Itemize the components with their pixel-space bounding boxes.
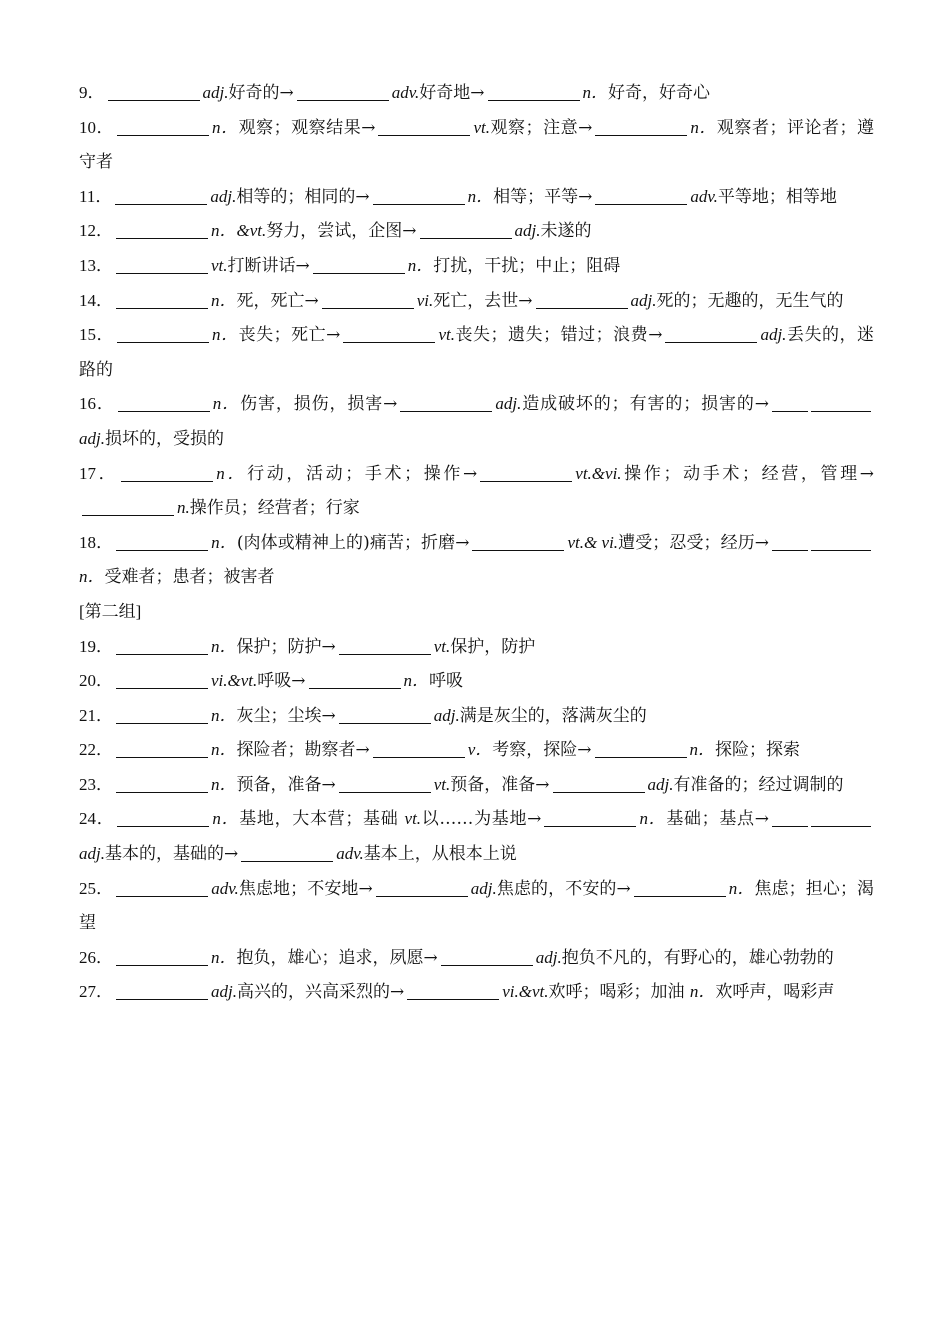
item-number: 24． [79, 809, 115, 829]
definition: 基本的，基础的→ [104, 844, 239, 865]
definition: 丧失；死亡→ [238, 325, 341, 346]
part-of-speech: adj. [495, 394, 522, 414]
definition: 死，死亡→ [236, 290, 319, 311]
definition: 探险；探索 [715, 740, 801, 761]
answer-blank[interactable] [544, 808, 636, 827]
part-of-speech: n． [211, 532, 237, 552]
definition: 抱负，雄心；追求，夙愿→ [236, 947, 438, 968]
answer-blank[interactable] [297, 82, 389, 101]
vocabulary-exercise [79, 76, 874, 1010]
answer-blank[interactable] [665, 324, 757, 343]
group-header: [第二组] [79, 601, 142, 621]
part-of-speech: vi.&vt. [502, 982, 549, 1002]
answer-blank[interactable] [553, 774, 645, 793]
definition: 焦虑的，不安的→ [496, 878, 631, 899]
part-of-speech: n．&vt. [211, 221, 267, 241]
definition: 考察，探险→ [492, 740, 592, 761]
definition: 好奇地→ [419, 83, 485, 103]
part-of-speech: n． [728, 878, 755, 898]
definition: 丧失；遗失；错过；浪费→ [454, 325, 663, 346]
answer-blank[interactable] [488, 82, 580, 101]
answer-blank[interactable] [116, 705, 208, 724]
part-of-speech: adj. [760, 325, 787, 345]
answer-blank[interactable] [116, 739, 208, 758]
answer-blank[interactable] [115, 186, 207, 205]
answer-blank[interactable] [117, 808, 209, 827]
item-14 [79, 284, 874, 319]
part-of-speech: v． [467, 740, 493, 760]
item-number: 22． [79, 740, 113, 760]
part-of-speech: vt. [433, 636, 451, 656]
item-22 [79, 733, 874, 768]
part-of-speech: n． [212, 325, 239, 345]
item-number: 18． [79, 532, 114, 552]
answer-blank[interactable] [82, 497, 174, 516]
part-of-speech: n． [212, 394, 241, 414]
definition: 观察；注意→ [490, 117, 593, 138]
definition: 未遂的 [540, 221, 592, 242]
answer-blank[interactable] [536, 290, 628, 309]
part-of-speech: adj. [630, 290, 657, 310]
answer-blank[interactable] [339, 636, 431, 655]
definition: 抱负不凡的，有野心的，雄心勃勃的 [561, 947, 834, 968]
item-number: 27． [79, 982, 113, 1002]
item-number: 13． [79, 255, 113, 275]
definition: 基地，大本营；基础 [239, 809, 399, 830]
part-of-speech: adj. [514, 221, 541, 241]
part-of-speech: n． [211, 636, 237, 656]
answer-blank[interactable] [772, 532, 808, 551]
answer-blank[interactable] [373, 739, 465, 758]
item-12 [79, 214, 874, 249]
definition: 焦虑地；不安地→ [238, 878, 373, 899]
definition: 观察者；评论者；遵守者 [79, 117, 875, 173]
answer-blank[interactable] [118, 393, 210, 412]
definition: 操作；动手术；经营，管理→ [621, 463, 875, 484]
answer-blank[interactable] [595, 739, 687, 758]
part-of-speech: vt. [211, 255, 228, 275]
answer-blank-continued[interactable] [811, 532, 871, 551]
part-of-speech: vt. [433, 774, 451, 794]
definition: 保护，防护 [450, 636, 536, 657]
answer-blank[interactable] [772, 808, 808, 827]
definition: 丢失的，迷路的 [79, 325, 875, 380]
answer-blank[interactable] [400, 393, 492, 412]
part-of-speech: adj. [211, 982, 237, 1002]
item-number: 11． [79, 186, 113, 206]
answer-blank-continued[interactable] [811, 393, 871, 412]
item-number: 10． [79, 117, 115, 137]
definition: 好奇的→ [228, 83, 294, 103]
item-23 [79, 768, 874, 803]
definition: 欢呼；喝彩；加油 [548, 982, 685, 1003]
item-16 [79, 387, 874, 456]
answer-blank[interactable] [116, 255, 208, 274]
answer-blank[interactable] [241, 843, 333, 862]
item-21 [79, 699, 874, 734]
part-of-speech: n． [211, 740, 237, 760]
answer-blank[interactable] [117, 117, 209, 136]
item-number: 19． [79, 636, 113, 656]
item-17 [79, 457, 874, 526]
definition: 操作员；经营者；行家 [189, 498, 360, 519]
part-of-speech: n． [689, 740, 716, 760]
definition: 高兴的，兴高采烈的→ [236, 982, 405, 1003]
item-19 [79, 630, 874, 665]
part-of-speech: adj. [202, 83, 229, 102]
part-of-speech: n． [211, 774, 237, 794]
part-of-speech: vi. [416, 290, 434, 310]
answer-blank[interactable] [117, 324, 209, 343]
definition: 基本上，从根本上说 [363, 844, 517, 865]
answer-blank[interactable] [373, 186, 465, 205]
answer-blank[interactable] [339, 705, 431, 724]
definition: 相等；平等→ [493, 186, 593, 207]
part-of-speech: adj. [470, 878, 497, 898]
definition: 伤害，损伤，损害→ [240, 394, 398, 415]
answer-blank[interactable] [343, 324, 435, 343]
definition: 死亡，去世→ [433, 290, 533, 311]
answer-blank[interactable] [420, 220, 512, 239]
definition: 保护；防护→ [236, 636, 336, 657]
part-of-speech: adj. [535, 947, 562, 967]
item-11 [79, 180, 874, 215]
item-number: 15． [79, 325, 115, 345]
part-of-speech: adv. [336, 844, 364, 864]
definition: 基础；基点→ [666, 809, 769, 830]
part-of-speech: n． [582, 83, 609, 102]
part-of-speech: adj. [433, 705, 460, 725]
part-of-speech: n． [639, 809, 667, 829]
item-number: 21． [79, 705, 113, 725]
definition: 遭受；忍受；经历→ [618, 532, 770, 553]
part-of-speech: n． [216, 463, 248, 483]
item-number: 20． [79, 671, 113, 691]
definition: (肉体或精神上的)痛苦；折磨→ [236, 532, 470, 553]
answer-blank[interactable] [772, 393, 808, 412]
definition: 平等地；相等地 [717, 186, 837, 207]
answer-blank[interactable] [116, 220, 208, 239]
part-of-speech: vt. [473, 117, 490, 137]
answer-blank[interactable] [472, 532, 564, 551]
answer-blank[interactable] [339, 774, 431, 793]
item-number: 25． [79, 878, 114, 898]
answer-blank[interactable] [116, 290, 208, 309]
part-of-speech: n． [407, 255, 434, 275]
definition: 行动，活动；手术；操作→ [247, 463, 478, 484]
answer-blank[interactable] [116, 774, 208, 793]
item-27 [79, 975, 874, 1010]
part-of-speech: adj. [79, 844, 105, 864]
definition: 观察；观察结果→ [238, 117, 376, 138]
item-number: 9． [79, 83, 105, 102]
definition: 呼吸→ [257, 671, 306, 692]
part-of-speech: n． [211, 705, 237, 725]
item-number: 16． [79, 394, 115, 414]
answer-blank[interactable] [309, 670, 401, 689]
definition: 满是灰尘的，落满灰尘的 [459, 705, 647, 726]
definition: 欢呼声，喝彩声 [715, 982, 835, 1003]
part-of-speech: adv. [211, 878, 239, 898]
item-number: 26． [79, 947, 113, 967]
answer-blank[interactable] [116, 532, 208, 551]
item-number: 17． [79, 463, 119, 483]
definition: 呼吸 [429, 671, 464, 692]
item-13 [79, 249, 874, 284]
definition: 预备，准备→ [236, 774, 336, 795]
answer-blank-continued[interactable] [811, 808, 871, 827]
definition: 死的；无趣的，无生气的 [656, 290, 844, 311]
answer-blank[interactable] [480, 463, 572, 482]
part-of-speech: vt.& vi. [567, 532, 619, 552]
item-10 [79, 111, 874, 180]
answer-blank[interactable] [116, 878, 208, 897]
part-of-speech: n． [690, 117, 717, 137]
definition: 预备，准备→ [450, 774, 550, 795]
part-of-speech: vt. [438, 325, 455, 345]
part-of-speech: vt. [404, 809, 422, 829]
answer-blank[interactable] [322, 290, 414, 309]
part-of-speech: n． [211, 290, 237, 310]
answer-blank[interactable] [376, 878, 468, 897]
answer-blank[interactable] [116, 947, 208, 966]
definition: 以……为基地→ [421, 809, 542, 830]
answer-blank[interactable] [313, 255, 405, 274]
item-18 [79, 526, 874, 595]
part-of-speech: n． [467, 186, 494, 206]
part-of-speech: n． [212, 809, 240, 829]
answer-blank[interactable] [108, 82, 200, 101]
definition: 灰尘；尘埃→ [236, 705, 336, 726]
item-number: 14． [79, 290, 113, 310]
answer-blank[interactable] [116, 636, 208, 655]
item-24 [79, 802, 874, 871]
answer-blank[interactable] [378, 117, 470, 136]
part-of-speech: vi.&vt. [211, 671, 258, 691]
definition: 打断讲话→ [227, 255, 310, 276]
part-of-speech: vt.&vi. [575, 463, 622, 483]
item-15 [79, 318, 874, 387]
definition: 受难者；患者；被害者 [104, 567, 275, 588]
item-number: 23． [79, 774, 113, 794]
definition: 焦虑；担心；渴望 [79, 878, 875, 934]
item-25 [79, 872, 874, 941]
answer-blank[interactable] [121, 463, 213, 482]
definition: 好奇，好奇心 [608, 83, 711, 103]
definition: 造成破坏的；有害的；损害的→ [521, 394, 770, 415]
definition: 探险者；勘察者→ [236, 740, 370, 761]
part-of-speech: n． [211, 947, 237, 967]
answer-blank[interactable] [595, 186, 687, 205]
part-of-speech: adj. [647, 774, 674, 794]
item-20 [79, 664, 874, 699]
definition: 努力，尝试，企图→ [266, 221, 417, 242]
part-of-speech: n． [212, 117, 239, 137]
answer-blank[interactable] [634, 878, 726, 897]
item-9 [79, 76, 874, 111]
definition: 打扰，干扰；中止；阻碍 [433, 255, 621, 276]
item-26 [79, 941, 874, 976]
item-number: 12． [79, 221, 113, 241]
part-of-speech: n. [177, 498, 190, 518]
definition: 相等的；相同的→ [236, 186, 370, 207]
answer-blank[interactable] [595, 117, 687, 136]
part-of-speech: adj. [210, 186, 237, 206]
answer-blank[interactable] [441, 947, 533, 966]
part-of-speech: adv. [391, 83, 420, 102]
definition: 有准备的；经过调制的 [673, 774, 844, 795]
answer-blank[interactable] [407, 981, 499, 1000]
part-of-speech: adv. [690, 186, 718, 206]
definition: 损坏的，受损的 [104, 428, 224, 449]
answer-blank[interactable] [116, 981, 208, 1000]
part-of-speech: n． [79, 567, 105, 587]
part-of-speech: n． [689, 982, 716, 1002]
part-of-speech: n． [403, 671, 430, 691]
part-of-speech: adj. [79, 428, 105, 448]
answer-blank[interactable] [116, 670, 208, 689]
